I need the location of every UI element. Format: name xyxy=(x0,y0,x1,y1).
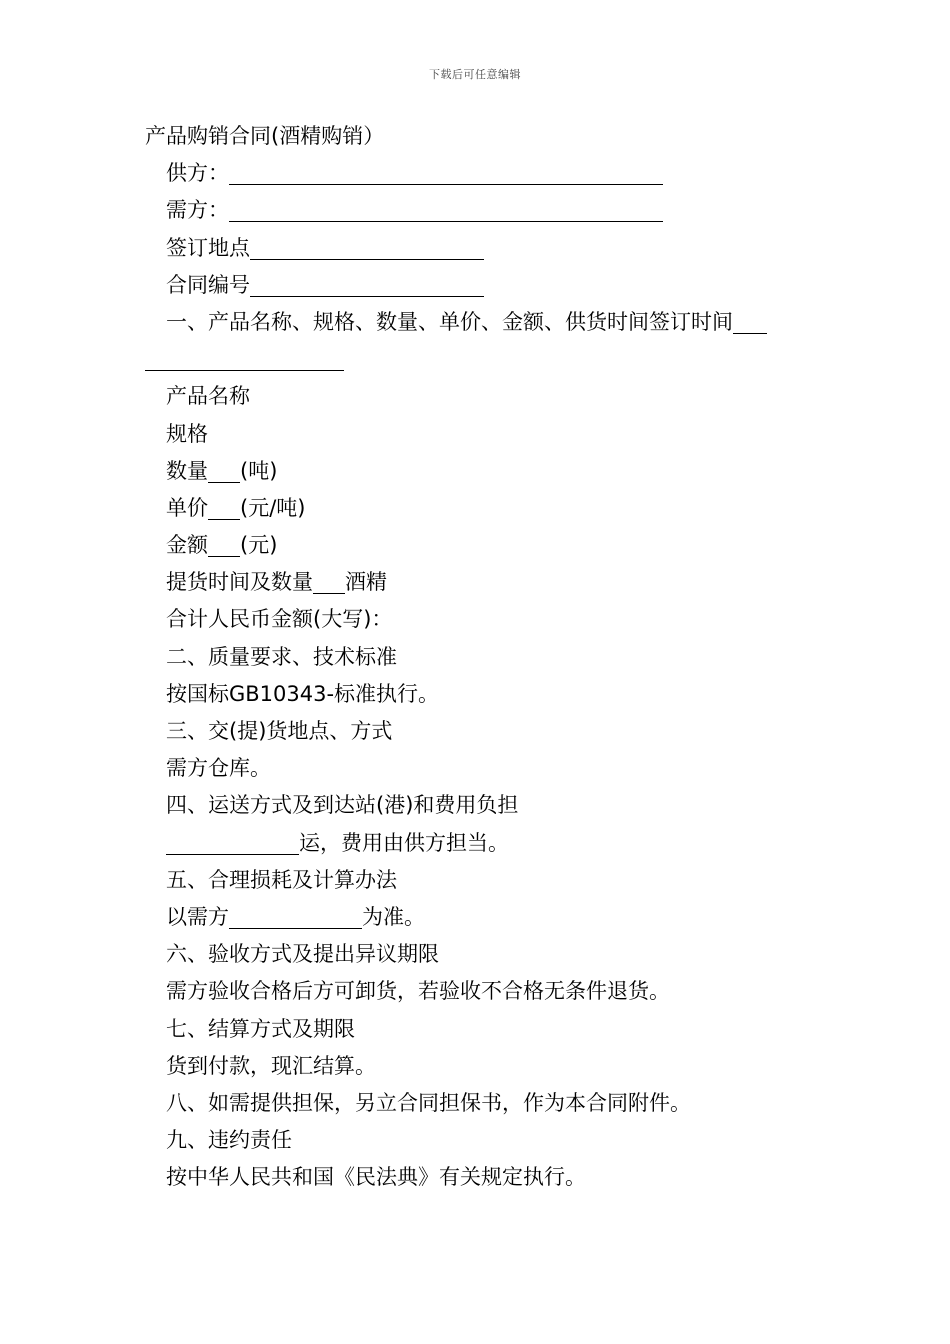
section-3-heading-text: 三、交(提)货地点、方式 xyxy=(166,719,393,743)
document-title xyxy=(145,118,825,155)
section-7-body-text: 货到付款，现汇结算。 xyxy=(166,1053,376,1078)
product-name-label: 产品名称 xyxy=(166,384,250,409)
section-4-body xyxy=(145,825,825,862)
quantity-label: 数量 xyxy=(166,458,208,483)
amount-line xyxy=(145,527,825,564)
section-5-heading-text: 五、合理损耗及计算办法 xyxy=(166,867,397,892)
section-9-heading xyxy=(145,1122,825,1159)
signing-time-blank-continued xyxy=(145,346,344,371)
amount-unit: (元) xyxy=(240,533,278,558)
pickup-label: 提货时间及数量 xyxy=(166,570,313,595)
section-9-heading-text: 九、违约责任 xyxy=(166,1128,292,1153)
signing-time-continuation xyxy=(145,341,825,378)
buyer-label: 需方： xyxy=(166,198,229,223)
section-3-heading xyxy=(145,713,825,750)
section-9-body-text: 按中华人民共和国《民法典》有关规定执行。 xyxy=(166,1165,586,1190)
pickup-blank xyxy=(313,569,345,594)
amount-blank xyxy=(208,532,240,557)
section-7-heading xyxy=(145,1011,825,1048)
section-5-body xyxy=(145,899,825,936)
signing-place-blank xyxy=(250,235,484,260)
contract-document xyxy=(145,118,825,1196)
amount-label: 金额 xyxy=(166,533,208,558)
section-9-body xyxy=(145,1159,825,1196)
section-3-body-text: 需方仓库。 xyxy=(166,756,271,781)
section-5-body-after: 为准。 xyxy=(362,904,425,929)
supplier-line xyxy=(145,155,825,192)
section-2-body xyxy=(145,676,825,713)
section-7-body xyxy=(145,1048,825,1085)
contract-number-line xyxy=(145,267,825,304)
quantity-unit: (吨) xyxy=(240,458,278,483)
price-label: 单价 xyxy=(166,495,208,520)
spec-label: 规格 xyxy=(166,421,208,446)
section-5-heading xyxy=(145,862,825,899)
section-2-heading xyxy=(145,639,825,676)
section-2-heading-text: 二、质量要求、技术标准 xyxy=(166,644,397,669)
section-4-heading-text: 四、运送方式及到达站(港)和费用负担 xyxy=(166,793,519,818)
section-4-heading xyxy=(145,787,825,824)
section-8-text: 八、如需提供担保，另立合同担保书，作为本合同附件。 xyxy=(166,1090,691,1115)
section-3-body xyxy=(145,750,825,787)
price-unit: (元/吨) xyxy=(240,495,306,520)
signing-time-blank xyxy=(733,309,767,334)
section-5-body-before: 以需方 xyxy=(166,904,229,929)
supplier-blank xyxy=(229,160,663,185)
pickup-item: 酒精 xyxy=(345,570,387,595)
supplier-label: 供方： xyxy=(166,161,229,186)
loss-standard-blank xyxy=(229,904,362,929)
price-line xyxy=(145,490,825,527)
section-6-body-text: 需方验收合格后方可卸货，若验收不合格无条件退货。 xyxy=(166,979,670,1004)
document-title-text: 产品购销合同(酒精购销） xyxy=(145,124,385,148)
contract-number-blank xyxy=(250,272,484,297)
total-amount-line xyxy=(145,601,825,638)
spec-line xyxy=(145,416,825,453)
signing-place-line xyxy=(145,230,825,267)
section-6-heading xyxy=(145,936,825,973)
section-2-body-text: 按国标GB10343-标准执行。 xyxy=(166,681,440,706)
section-6-heading-text: 六、验收方式及提出异议期限 xyxy=(166,942,439,967)
total-amount-label: 合计人民币金额(大写)： xyxy=(166,607,393,632)
section-7-heading-text: 七、结算方式及期限 xyxy=(166,1016,355,1041)
quantity-blank xyxy=(208,458,240,483)
section-6-body xyxy=(145,973,825,1010)
product-name-line xyxy=(145,378,825,415)
buyer-blank xyxy=(229,197,663,222)
section-4-body-text: 运，费用由供方担当。 xyxy=(299,830,509,855)
contract-number-label: 合同编号 xyxy=(166,272,250,297)
transport-method-blank xyxy=(166,830,299,855)
pickup-line xyxy=(145,564,825,601)
quantity-line xyxy=(145,453,825,490)
section-8 xyxy=(145,1085,825,1122)
section-1-heading-text: 一、产品名称、规格、数量、单价、金额、供货时间签订时间 xyxy=(166,309,733,334)
price-blank xyxy=(208,495,240,520)
buyer-line xyxy=(145,192,825,229)
section-1-heading xyxy=(145,304,825,341)
signing-place-label: 签订地点 xyxy=(166,235,250,260)
header-note: 下载后可任意编辑 xyxy=(429,68,521,81)
